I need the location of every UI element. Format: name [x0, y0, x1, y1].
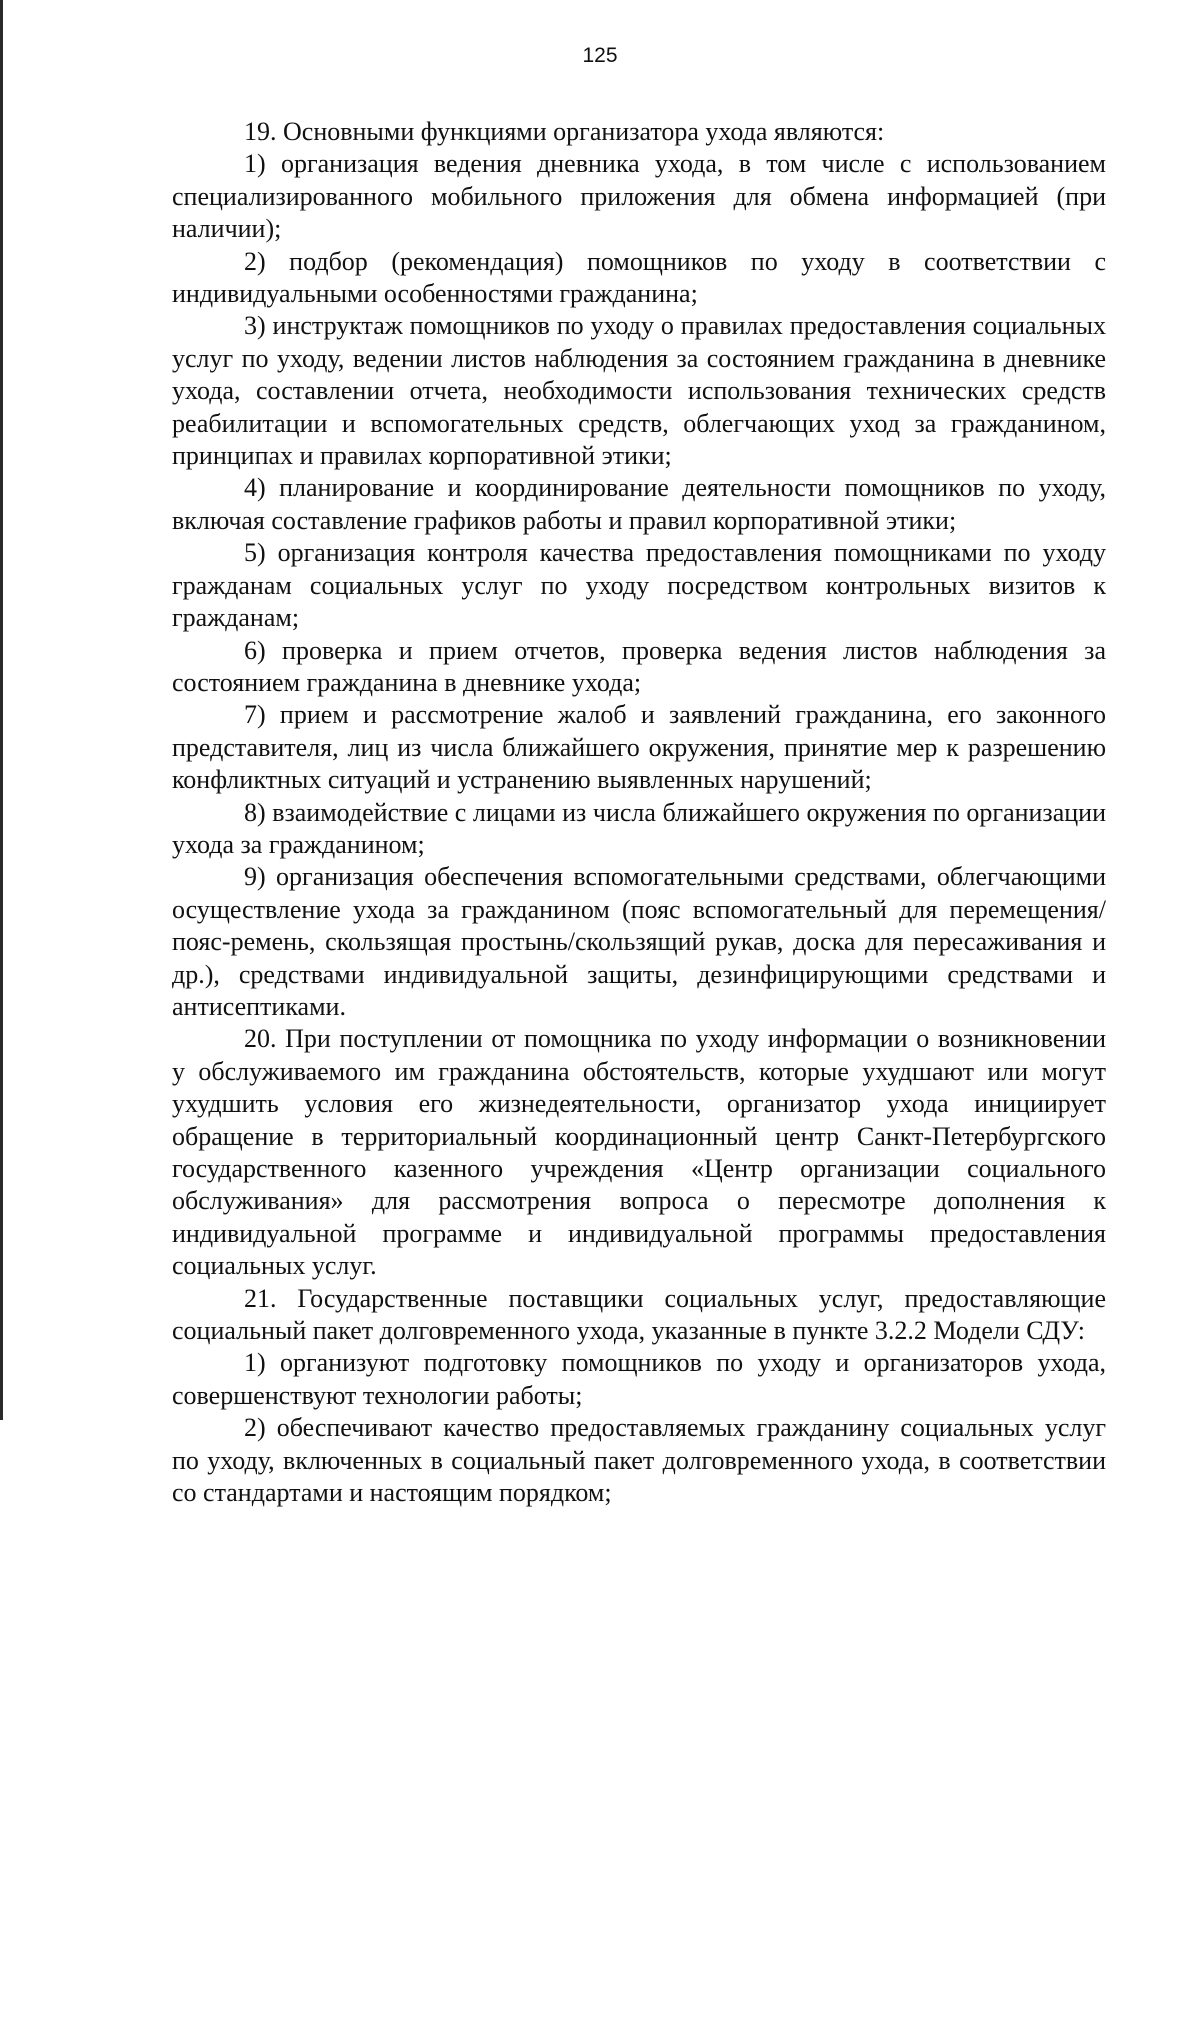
- list-item: 1) организация ведения дневника ухода, в том числе с использованием специализированного мобильного приложения для обмена информацией (при наличии);: [172, 149, 1106, 244]
- document-body: [172, 116, 1106, 1509]
- paragraph-20: 20. При поступлении от помощника по уходу информации о возникновении у обслуживаемого им гражданина обстоятельств, которые ухудшают или могут ухудшить условия его жизнедеятельности, организатор ухода инициирует обращение в территориальный координационный центр Санкт-Петербургского государственного казенного учреждения «Центр организации социального обслуживания» для рассмотрения вопроса о пересмотре дополнения к индивидуальной программе и индивидуальной программы предоставления социальных услуг.: [172, 1024, 1106, 1281]
- list-item: 3) инструктаж помощников по уходу о правилах предоставления социальных услуг по уходу, ведении листов наблюдения за состоянием гражданина в дневнике ухода, составлении отчета, необходимости использования технических средств реабилитации и вспомогательных средств, облегчающих уход за гражданином, принципах и правилах корпоративной этики;: [172, 311, 1106, 471]
- scan-binding-edge: [0, 0, 3, 1420]
- paragraph-21-heading: 21. Государственные поставщики социальных услуг, предоставляющие социальный пакет долговременного ухода, указанные в пункте 3.2.2 Модели СДУ:: [172, 1283, 1106, 1346]
- list-item: 8) взаимодействие с лицами из числа ближайшего окружения по организации ухода за гражданином;: [172, 797, 1106, 859]
- list-item: 5) организация контроля качества предоставления помощниками по уходу гражданам социальных услуг по уходу посредством контрольных визитов к гражданам;: [172, 538, 1106, 633]
- list-item: 9) организация обеспечения вспомогательными средствами, облегчающими осуществление ухода за гражданином (пояс вспомогательный для перемещения/пояс-ремень, скользящая простынь/скользящий рукав, доска для пересаживания и др.), средствами индивидуальной защиты, дезинфицирующими средствами и антисептиками.: [172, 862, 1106, 1021]
- page-number: 125: [582, 44, 618, 67]
- list-item: 6) проверка и прием отчетов, проверка ведения листов наблюдения за состоянием гражданина в дневнике ухода;: [172, 635, 1106, 697]
- list-item: 4) планирование и координирование деятельности помощников по уходу, включая составление графиков работы и правил корпоративной этики;: [172, 473, 1106, 535]
- list-item: 2) обеспечивают качество предоставляемых гражданину социальных услуг по уходу, включенных в социальный пакет долговременного ухода, в соответствии со стандартами и настоящим порядком;: [172, 1413, 1106, 1508]
- list-item: 7) прием и рассмотрение жалоб и заявлений гражданина, его законного представителя, лиц из числа ближайшего окружения, принятие мер к разрешению конфликтных ситуаций и устранению выявленных нарушений;: [172, 700, 1106, 795]
- list-item: 2) подбор (рекомендация) помощников по уходу в соответствии с индивидуальными особенностями гражданина;: [172, 246, 1106, 309]
- paragraph-19-heading: 19. Основными функциями организатора ухода являются:: [244, 117, 885, 146]
- list-item: 1) организуют подготовку помощников по уходу и организаторов ухода, совершенствуют технологии работы;: [172, 1348, 1106, 1410]
